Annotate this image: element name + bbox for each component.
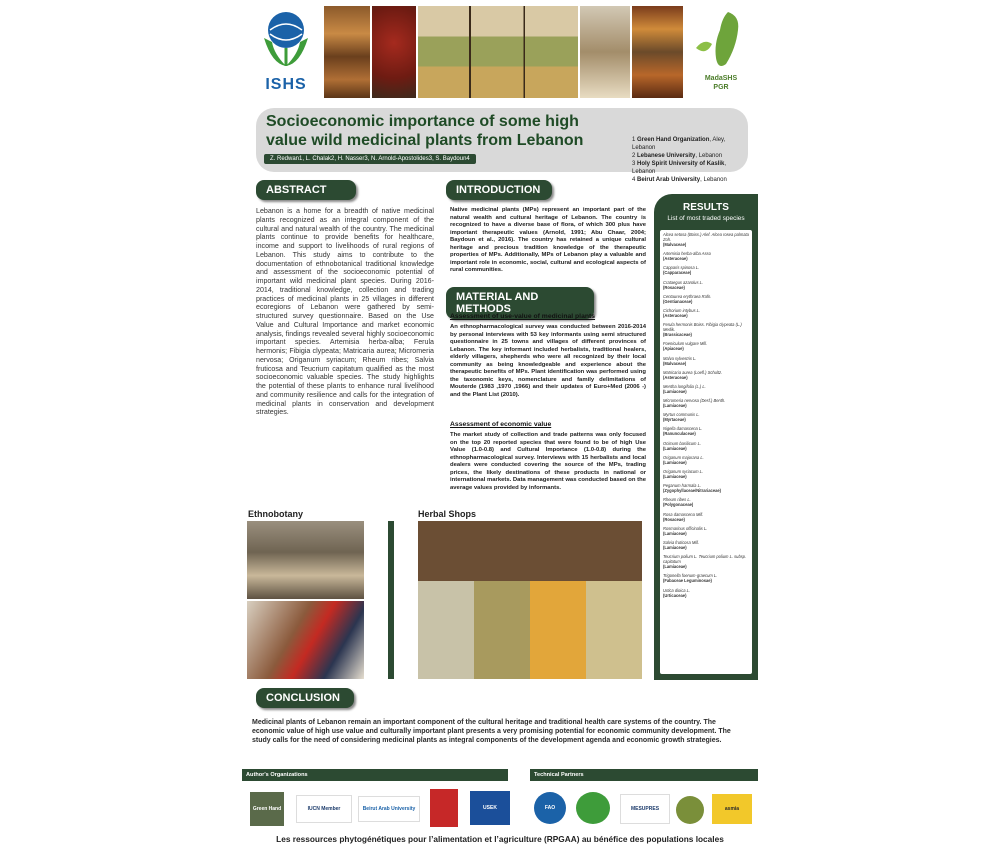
technical-partners-bar: Technical Partners bbox=[530, 769, 758, 781]
species-item bbox=[663, 512, 749, 522]
madashs-logo bbox=[688, 8, 758, 94]
species-family: (Asteraceae) bbox=[663, 312, 688, 318]
species-item bbox=[663, 441, 749, 451]
species-family: (Lamiaceae) bbox=[663, 564, 687, 570]
affiliation-2: 2 Lebanese University, Lebanon bbox=[632, 153, 723, 159]
species-item bbox=[663, 469, 749, 479]
species-name: Rheum ribes L. bbox=[663, 497, 691, 503]
species-family: (Lamiaceae) bbox=[663, 459, 687, 465]
species-family: (Capparaceae) bbox=[663, 270, 692, 276]
fao-logo: FAO bbox=[534, 792, 566, 824]
species-family: (Zygophyllaceae/Nitrariaceae) bbox=[663, 488, 722, 494]
methods-text-1: An ethnopharmacological survey was conducted between 2016-2014 by personal interviews with 53 key informants using semi structured questionnaire in 25 towns and villages of different provinces of Lebanon. The key informant included herbalists, traditional healers, elderly villagers, shepherds who were all recognized by their local community as being knowledgeable and experience about the therapeutic benefits of MPs. Plant identification was performed using the taxonomic keys, nomenclature and family delimitations of Mouterde (1983 ,1970 ,1966) and their updates of Euro+Med (2006 -) and the Plant List (2010). bbox=[450, 324, 646, 398]
species-name: Origanum syriacum L. bbox=[663, 469, 704, 474]
species-family: (Rosaceae) bbox=[663, 516, 685, 522]
species-family: (Asteraceae) bbox=[663, 374, 688, 380]
species-item bbox=[663, 384, 749, 394]
affiliations bbox=[632, 136, 748, 184]
species-name: Nigella damascena L. bbox=[663, 426, 703, 432]
species-family: (Malvaceae) bbox=[663, 242, 687, 247]
species-name: Urtica dioica L. bbox=[663, 587, 691, 593]
species-family: (Apiaceae) bbox=[663, 346, 684, 352]
species-family: (Lamiaceae) bbox=[663, 474, 687, 479]
species-item bbox=[663, 483, 749, 493]
herb-bins-photo bbox=[418, 6, 578, 98]
species-name: Trigonella foenum-graecum L. bbox=[663, 573, 718, 579]
mesupres-logo: MESUPRES bbox=[620, 794, 670, 824]
poster-title: Socioeconomic importance of some high value wild medicinal plants from Lebanon bbox=[266, 113, 584, 149]
abstract-text: Lebanon is a home for a breadth of native medicinal plants recognized as an integral component of the cultural and natural wealth of the country. The medicinal plants continue to provide benefits for healthcare, income and support to livelihoods of rural regions of Lebanon. This study aims to contribute to the documentation of ethnobotanical traditional knowledge and assessment of the socioeconomic potential of important wild medicinal plant species. During 2016-2014, traditional knowledge, collection and trading practices of medicinal plants in 25 villages in different ecoregions of Lebanon were gathered by semi-structured survey questionnaire. Based on the Use Value and Cultural Importance and market economic analysis, findings revealed several highly socioeconomic important species. Artemisia herba-alba; Ferula hermonis; Fibigia clypeata; Matricaria aurea; Micromeria nervosa; Origanum syriacum; Rheum ribes; Salvia fruticosa and Teucrium capitatum qualified as the most socioeconomic valuable species. The study highlights the potential of these plants to enhance rural livelihood and community resilience and calls for the integration of medicinal plants in conservation and development strategies. bbox=[256, 207, 434, 417]
title-box bbox=[256, 108, 748, 183]
bau-logo: Beirut Arab University bbox=[358, 796, 420, 822]
iucn-logo: IUCN Member bbox=[296, 795, 352, 823]
species-family: (Lamiaceae) bbox=[663, 530, 687, 536]
species-item bbox=[663, 588, 749, 598]
species-item bbox=[663, 356, 749, 366]
species-item bbox=[663, 526, 749, 536]
shop-shelves-photo bbox=[632, 6, 683, 98]
herbal-shop-photo bbox=[418, 521, 642, 679]
species-name: Mentha longifolia (L.) L. bbox=[663, 383, 706, 389]
species-name: Myrtus communis L. bbox=[663, 412, 700, 418]
conclusion-heading: CONCLUSION bbox=[256, 688, 354, 708]
species-name: Ferula hermonis Boiss. Fibigia clypeata (L.) Medik. bbox=[663, 322, 742, 333]
species-item bbox=[663, 308, 749, 318]
species-family: (Lamiaceae) bbox=[663, 445, 687, 451]
species-name: Rosmarinus officinalis L. bbox=[663, 525, 708, 531]
introduction-text: Native medicinal plants (MPs) represent an important part of the natural wealth and cultural heritage of Lebanon. The country is recognized to have a diverse base of flora, of which 300 plus have important therapeutic values (Arnold, 1991; Abu Chaar, 2004; Baydoun et al., 2016). The country has retained a unique cultural heritage and precious tradition knowledge of the therapeutic properties of MPs. Additionally, MPs of Lebanon play a valuable and important role in economic, social, cultural and ecological aspects of rural communities. bbox=[450, 207, 646, 273]
ishs-logo-text: ISHS bbox=[265, 76, 307, 93]
results-heading: RESULTS bbox=[683, 202, 729, 213]
madashs-logo-text bbox=[688, 74, 754, 92]
species-item bbox=[663, 412, 749, 422]
methods-text-2: The market study of collection and trade patterns was only focused on the top 20 reported species that were found to be of high Use Value (1.0-0.8) and Cultural Importance (1.0-0.8) during the ethnopharmacological survey. Interviews with 15 herbalists and local dealers were conducted covering the source of the MPs, trading prices, the likely destinations of these products in national or international markets. Data management was conducted based on the average values provided by informants. bbox=[450, 432, 646, 491]
species-item bbox=[663, 341, 749, 351]
species-name: Capparis spinosa L. bbox=[663, 265, 700, 271]
authors: Z. Redwan1, L. Chalak2, H. Nasser3, N. Arnold-Apostolides3, S. Baydoun4 bbox=[264, 154, 476, 164]
results-subheading: List of most traded species bbox=[667, 215, 745, 222]
madashs-line2: PGR bbox=[713, 84, 729, 91]
species-name: Cichorium intybus L. bbox=[663, 307, 701, 313]
species-family: (Urticaceae) bbox=[663, 592, 687, 598]
coat-of-arms-logo bbox=[676, 796, 704, 824]
species-item bbox=[663, 370, 749, 380]
madashs-line1: MadaSHS bbox=[704, 75, 738, 82]
species-name: Micromeria nervosa (Desf.) Benth. bbox=[663, 398, 726, 404]
affiliation-3: 3 Holy Spirit University of Kaslik, Lebanon bbox=[632, 161, 727, 175]
species-name: Centaurea erythraea Rafn. bbox=[663, 293, 712, 299]
species-item bbox=[663, 554, 749, 569]
ethnobotany-label: Ethnobotany bbox=[248, 509, 303, 519]
dried-herbs-photo bbox=[580, 6, 630, 98]
photo-divider bbox=[388, 521, 394, 679]
spice-photo bbox=[372, 6, 416, 98]
madagascar-map-icon bbox=[688, 8, 754, 72]
poster bbox=[240, 0, 760, 850]
footer-text: Les ressources phytogénétiques pour l’alimentation et l’agriculture (RPGAA) au bénéfice des populations locales bbox=[276, 834, 724, 844]
species-list bbox=[660, 230, 752, 674]
conclusion-text: Medicinal plants of Lebanon remain an important component of the cultural heritage and traditional health care systems of the country. The economic value of high use value and culturally important plant presents a very promising potential for economic community development. The study calls for the need of considering medicinal plants as integral components of the development agenda and economic growth strategies. bbox=[252, 719, 731, 744]
species-item bbox=[663, 322, 749, 337]
green-hand-logo: Green Hand bbox=[250, 792, 284, 826]
ishs-globe-icon bbox=[254, 8, 318, 70]
species-item bbox=[663, 573, 749, 583]
species-item bbox=[663, 265, 749, 275]
species-family: (Polygonaceae) bbox=[663, 502, 694, 508]
affiliation-1: 1 Green Hand Organization, Aley, Lebanon bbox=[632, 137, 726, 151]
species-family: (Gentianaceae) bbox=[663, 298, 693, 304]
species-name: Crataegus azarolus L. bbox=[663, 279, 704, 285]
species-family: (Ranunculaceae) bbox=[663, 431, 696, 437]
species-family: (Lamiaceae) bbox=[663, 388, 687, 394]
species-item bbox=[663, 398, 749, 408]
lebanese-university-logo bbox=[430, 789, 458, 827]
species-item bbox=[663, 232, 749, 247]
results-panel bbox=[654, 194, 758, 680]
header bbox=[240, 0, 760, 102]
species-name: Peganum harmala L. bbox=[663, 483, 702, 489]
methods-subheading-2: Assessment of economic value bbox=[450, 421, 552, 428]
species-family: (Lamiaceae) bbox=[663, 403, 687, 409]
species-item bbox=[663, 455, 749, 465]
species-item bbox=[663, 251, 749, 261]
species-family: (Malvaceae) bbox=[663, 360, 687, 366]
species-name: Artemisia herba-alba Asso bbox=[663, 251, 711, 257]
species-family: (Myrtaceae) bbox=[663, 417, 686, 423]
ishs-logo bbox=[254, 8, 318, 94]
species-item bbox=[663, 497, 749, 507]
header-photo-strip bbox=[324, 6, 683, 98]
introduction-heading: INTRODUCTION bbox=[446, 180, 552, 200]
partner-emblem-logo bbox=[576, 792, 610, 824]
species-name: Foeniculum vulgare Mill. bbox=[663, 341, 708, 347]
affiliation-4: 4 Beirut Arab University, Lebanon bbox=[632, 177, 727, 183]
species-name: Rosa damascena Mill. bbox=[663, 511, 704, 517]
species-name: Ocimum basilicum L. bbox=[663, 440, 701, 446]
shelf-jars-photo bbox=[324, 6, 370, 98]
herbal-shops-label: Herbal Shops bbox=[418, 509, 477, 519]
species-item bbox=[663, 426, 749, 436]
usek-logo: USEK bbox=[470, 791, 510, 825]
species-name: Alcea setosa (Boiss.) Alef. Alcea rosea palmata Zoh. bbox=[663, 232, 749, 242]
species-family: (Asteraceae) bbox=[663, 256, 688, 262]
methods-subheading-1: Assessment of use-value of medicinal plants bbox=[450, 313, 596, 320]
species-name: Malva sylvestris L. bbox=[663, 355, 697, 361]
species-family: (Fabaceae Leguminosae) bbox=[663, 578, 712, 584]
species-family: (Lamiaceae) bbox=[663, 544, 687, 550]
asmia-logo: asmia bbox=[712, 794, 752, 824]
species-item bbox=[663, 294, 749, 304]
ethnobotany-photo-1 bbox=[247, 521, 364, 599]
species-name: Teucrium polium L. Teucrium polium L. subsp. capitatum bbox=[663, 554, 747, 565]
species-name: Origanum majorana L. bbox=[663, 454, 704, 460]
species-item bbox=[663, 280, 749, 290]
methods-heading: MATERIAL AND METHODS bbox=[446, 287, 594, 319]
species-item bbox=[663, 540, 749, 550]
species-name: Matricaria aurea (Loefl.) Schultz. bbox=[663, 369, 723, 375]
species-family: (Brassicaceae) bbox=[663, 332, 692, 338]
ethnobotany-photo-2 bbox=[247, 601, 364, 679]
authors-organizations-bar: Author's Organizations bbox=[242, 769, 508, 781]
species-family: (Rosaceae) bbox=[663, 284, 685, 290]
species-name: Salvia fruticosa Mill. bbox=[663, 539, 700, 545]
abstract-heading: ABSTRACT bbox=[256, 180, 356, 200]
